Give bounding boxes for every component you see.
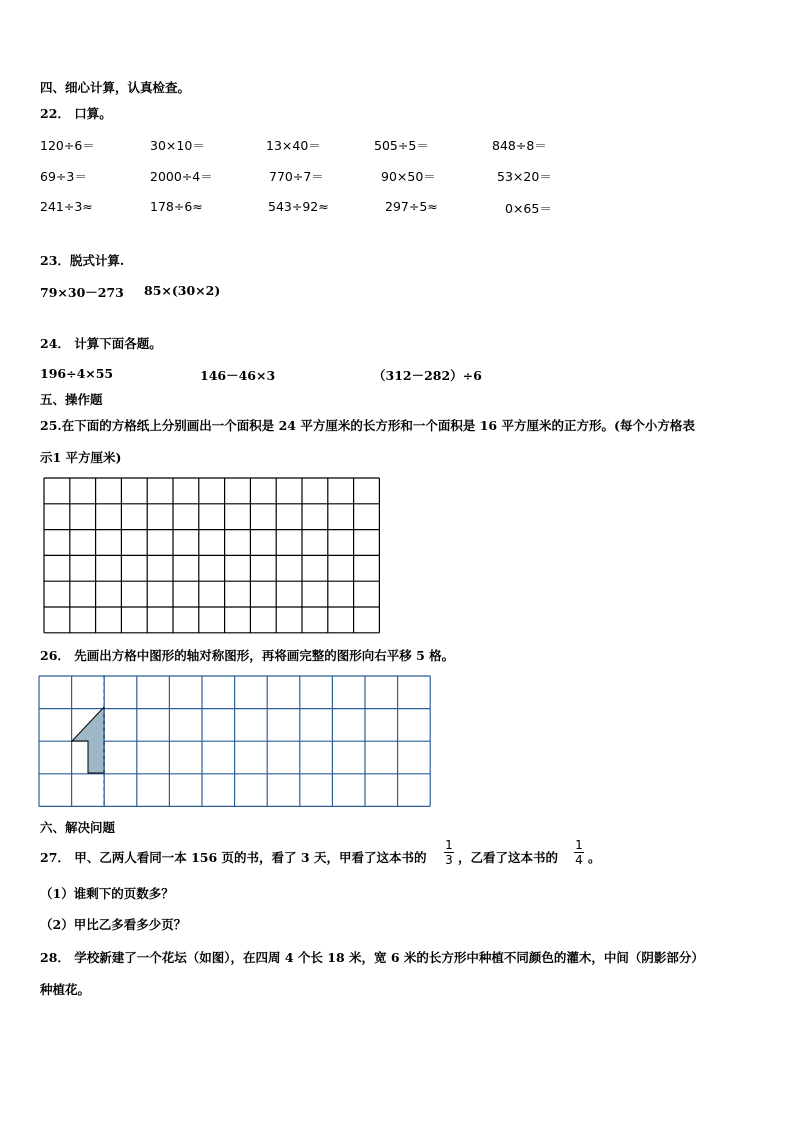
expression-item: 85×(30×2) bbox=[144, 283, 221, 298]
question-27-sub-1: （1）谁剩下的页数多？ bbox=[40, 886, 174, 901]
section-5-title: 五、操作题 bbox=[40, 392, 103, 407]
given-half-shape bbox=[72, 707, 104, 773]
question-28-text: 28． 学校新建了一个花坛（如图），在四周 4 个长 18 米，宽 6 米的长方形中种植不同颜色的灌木，中间（阴影部分） bbox=[40, 950, 704, 965]
oral-calc-item: 13×40＝ bbox=[266, 138, 321, 153]
fraction-denominator: 3 bbox=[445, 853, 453, 867]
fraction-numerator: 1 bbox=[445, 838, 453, 852]
question-25-text-cont: 示1 平方厘米) bbox=[40, 450, 122, 465]
oral-calc-item: 543÷92≈ bbox=[268, 199, 329, 214]
oral-calc-item: 53×20＝ bbox=[497, 169, 552, 184]
fraction-one-third bbox=[444, 838, 454, 867]
question-24-label: 24． 计算下面各题。 bbox=[40, 336, 162, 351]
question-27-sub-2: （2）甲比乙多看多少页？ bbox=[40, 917, 187, 932]
oral-calc-item: 0×65＝ bbox=[505, 201, 552, 216]
question-27-text-b: ，乙看了这本书的 bbox=[458, 850, 559, 865]
section-4-title: 四、细心计算，认真检查。 bbox=[40, 80, 191, 95]
oral-calc-item: 505÷5＝ bbox=[374, 138, 429, 153]
expression-item: 196÷4×55 bbox=[40, 366, 114, 381]
oral-calc-item: 770÷7＝ bbox=[269, 169, 324, 184]
oral-calc-item: 30×10＝ bbox=[150, 138, 205, 153]
expression-item: 79×30－273 bbox=[40, 285, 124, 300]
fraction-denominator: 4 bbox=[575, 853, 583, 867]
fraction-numerator: 1 bbox=[575, 838, 583, 852]
oral-calc-item: 241÷3≈ bbox=[40, 199, 93, 214]
question-26-text: 26． 先画出方格中图形的轴对称图形，再将画完整的图形向右平移 5 格。 bbox=[40, 648, 455, 663]
question-27-text-a: 27． 甲、乙两人看同一本 156 页的书，看了 3 天，甲看了这本书的 bbox=[40, 850, 427, 865]
question-27-text bbox=[40, 848, 426, 866]
expression-item: 146－46×3 bbox=[200, 368, 276, 383]
expression-item: （312－282）÷6 bbox=[373, 368, 482, 383]
oral-calc-item: 69÷3＝ bbox=[40, 169, 87, 184]
question-25-text: 25.在下面的方格纸上分别画出一个面积是 24 平方厘米的长方形和一个面积是 16 平方厘米的正方形。(每个小方格表 bbox=[40, 418, 695, 433]
oral-calc-item: 120÷6＝ bbox=[40, 138, 95, 153]
oral-calc-item: 848÷8＝ bbox=[492, 138, 547, 153]
fraction-one-fourth bbox=[574, 838, 584, 867]
oral-calc-item: 90×50＝ bbox=[381, 169, 436, 184]
oral-calc-item: 297÷5≈ bbox=[385, 199, 438, 214]
oral-calc-item: 2000÷4＝ bbox=[150, 169, 213, 184]
question-23-label: 23．脱式计算. bbox=[40, 253, 125, 268]
graph-paper-grid[interactable] bbox=[43, 477, 381, 635]
symmetry-grid[interactable] bbox=[38, 675, 433, 808]
question-28-text-cont: 种植花。 bbox=[40, 982, 91, 997]
section-6-title: 六、解决问题 bbox=[40, 820, 116, 835]
question-22-label: 22． 口算。 bbox=[40, 106, 112, 121]
oral-calc-item: 178÷6≈ bbox=[150, 199, 203, 214]
question-27-text-c: 。 bbox=[588, 850, 601, 865]
